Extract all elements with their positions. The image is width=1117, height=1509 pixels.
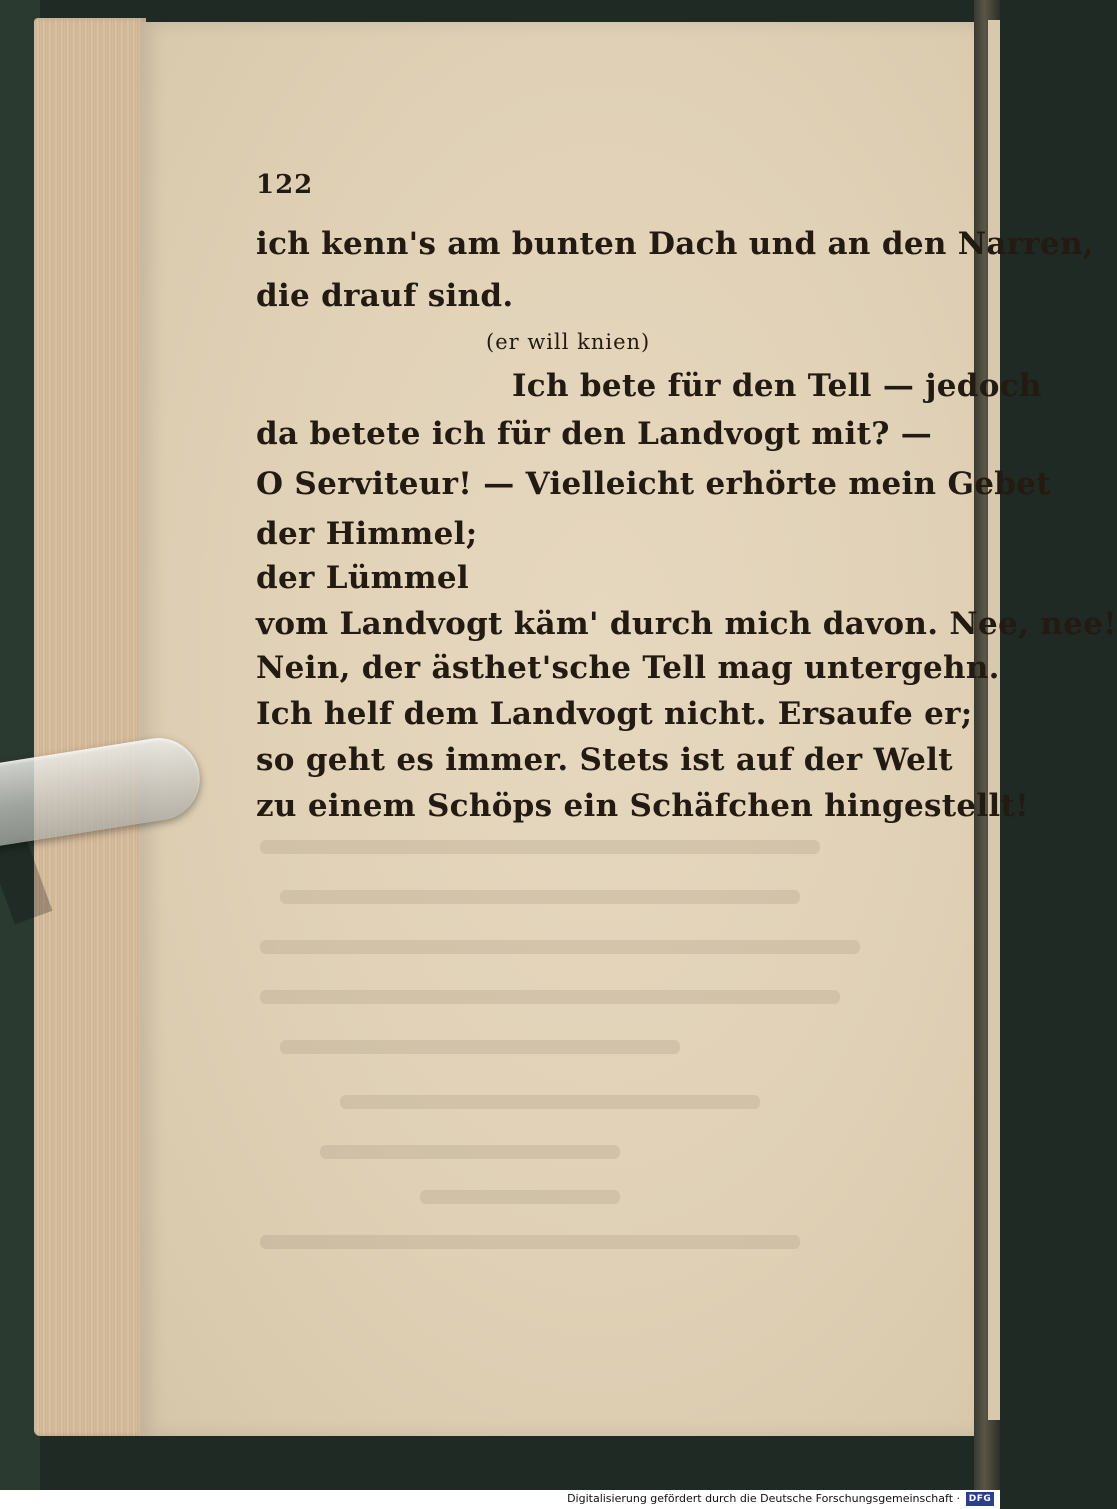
text-line-11: Ich helf dem Landvogt nicht. Ersaufe er; [256,696,973,732]
dfg-logo: DFG [966,1492,994,1506]
text-line-2: die drauf sind. [256,278,514,314]
text-line-6: O Serviteur! — Vielleicht erhörte mein Gebet [256,466,1051,502]
page-edges [34,18,146,1436]
text-line-4: Ich bete für den Tell — jedoch [512,368,1042,404]
text-line-1: ich kenn's am bunten Dach und an den Narren, [256,226,1095,262]
text-line-12: so geht es immer. Stets ist auf der Welt [256,742,953,778]
text-line-10: Nein, der ästhet'sche Tell mag untergehn. [256,650,1000,686]
text-line-13: zu einem Schöps ein Schäfchen hingestellt! [256,788,1030,824]
footer-credit: Digitalisierung gefördert durch die Deutsche Forschungsgemeinschaft · [567,1492,960,1505]
text-line-8: der Lümmel [256,560,469,596]
stage-direction: (er will knien) [486,330,651,354]
text-line-9: vom Landvogt käm' durch mich davon. Nee, nee! [256,606,1117,642]
text-line-5: da betete ich für den Landvogt mit? — [256,416,933,452]
page-number: 122 [256,170,314,200]
text-line-7: der Himmel; [256,516,478,552]
footer-bar [0,1490,1000,1509]
